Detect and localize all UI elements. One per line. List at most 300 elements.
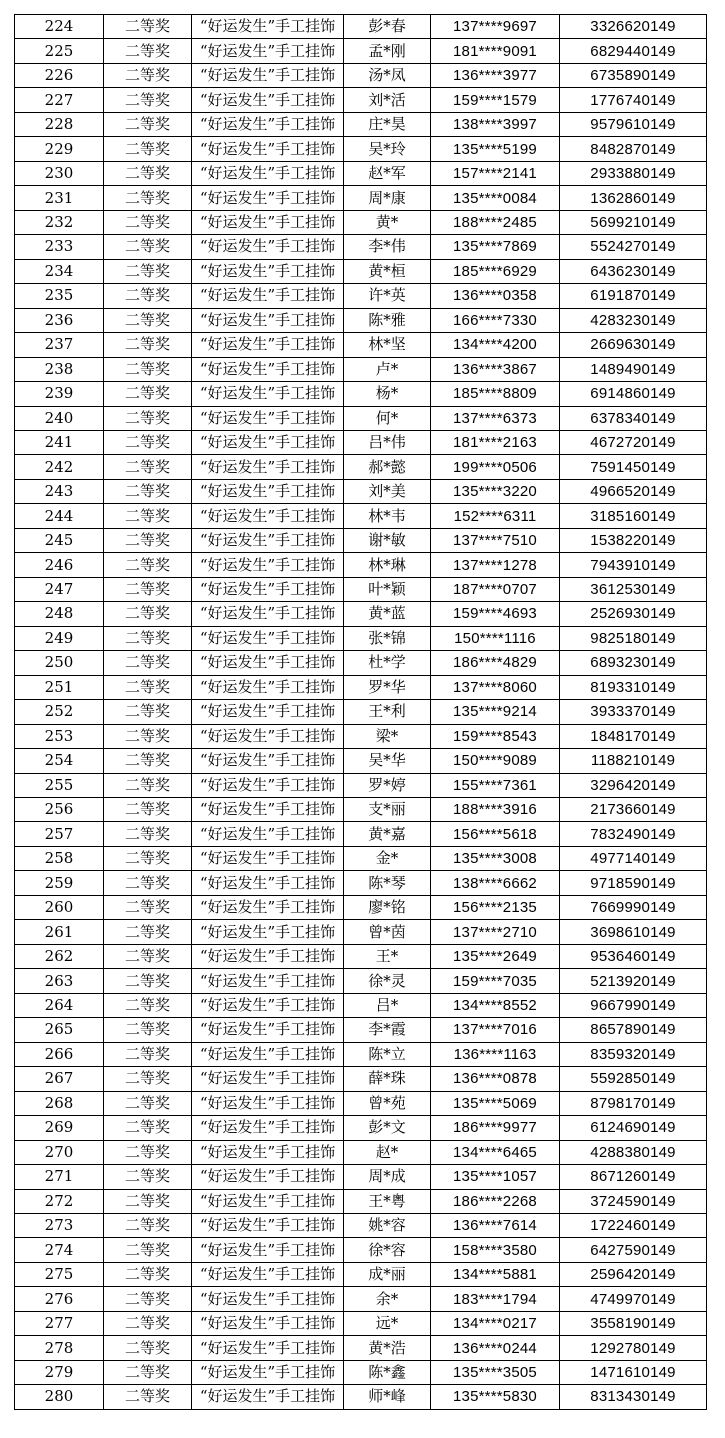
phone-number-cell: 137****7510 (431, 528, 560, 552)
phone-number-cell: 181****9091 (431, 39, 560, 63)
winner-name-cell: 李*伟 (344, 235, 431, 259)
prize-level-cell: 二等奖 (104, 895, 192, 919)
order-code-cell: 8482870149 (560, 137, 707, 161)
winner-name-cell: 林*琳 (344, 553, 431, 577)
prize-level-cell: 二等奖 (104, 1091, 192, 1115)
winner-name-cell: 罗*华 (344, 675, 431, 699)
prize-level-cell: 二等奖 (104, 1262, 192, 1286)
table-row (15, 1140, 707, 1164)
table-row (15, 235, 707, 259)
winner-name-cell: 周*康 (344, 186, 431, 210)
winner-name-cell: 徐*灵 (344, 969, 431, 993)
winner-name-cell: 陈*鑫 (344, 1360, 431, 1384)
order-code-cell: 5213920149 (560, 969, 707, 993)
winner-name-cell: 金* (344, 846, 431, 870)
prize-item-cell: “好运发生”手工挂饰 (192, 235, 344, 259)
winner-name-cell: 梁* (344, 724, 431, 748)
winner-name-cell: 支*丽 (344, 798, 431, 822)
winner-name-cell: 李*霞 (344, 1018, 431, 1042)
table-row (15, 553, 707, 577)
prize-item-cell: “好运发生”手工挂饰 (192, 700, 344, 724)
table-row (15, 626, 707, 650)
order-code-cell: 3933370149 (560, 700, 707, 724)
phone-number-cell: 199****0506 (431, 455, 560, 479)
table-row (15, 1385, 707, 1409)
order-code-cell: 1489490149 (560, 357, 707, 381)
winner-name-cell: 余* (344, 1287, 431, 1311)
row-number-cell: 263 (15, 969, 104, 993)
prize-level-cell: 二等奖 (104, 1165, 192, 1189)
row-number-cell: 240 (15, 406, 104, 430)
winner-name-cell: 彭*文 (344, 1116, 431, 1140)
winner-name-cell: 王* (344, 944, 431, 968)
winner-name-cell: 叶*颖 (344, 577, 431, 601)
winner-name-cell: 庄*昊 (344, 112, 431, 136)
table-row (15, 455, 707, 479)
winner-name-cell: 王*粤 (344, 1189, 431, 1213)
prize-level-cell: 二等奖 (104, 846, 192, 870)
phone-number-cell: 136****1163 (431, 1042, 560, 1066)
order-code-cell: 5699210149 (560, 210, 707, 234)
phone-number-cell: 166****7330 (431, 308, 560, 332)
table-row (15, 1091, 707, 1115)
phone-number-cell: 156****5618 (431, 822, 560, 846)
phone-number-cell: 156****2135 (431, 895, 560, 919)
prize-level-cell: 二等奖 (104, 186, 192, 210)
phone-number-cell: 159****7035 (431, 969, 560, 993)
prize-level-cell: 二等奖 (104, 675, 192, 699)
prize-level-cell: 二等奖 (104, 88, 192, 112)
prize-item-cell: “好运发生”手工挂饰 (192, 1116, 344, 1140)
order-code-cell: 8657890149 (560, 1018, 707, 1042)
phone-number-cell: 135****5830 (431, 1385, 560, 1409)
row-number-cell: 252 (15, 700, 104, 724)
row-number-cell: 247 (15, 577, 104, 601)
table-row (15, 63, 707, 87)
prize-item-cell: “好运发生”手工挂饰 (192, 773, 344, 797)
prize-level-cell: 二等奖 (104, 822, 192, 846)
prize-level-cell: 二等奖 (104, 993, 192, 1017)
phone-number-cell: 136****3977 (431, 63, 560, 87)
winner-name-cell: 谢*敏 (344, 528, 431, 552)
order-code-cell: 6436230149 (560, 259, 707, 283)
prize-item-cell: “好运发生”手工挂饰 (192, 626, 344, 650)
prize-item-cell: “好运发生”手工挂饰 (192, 1165, 344, 1189)
order-code-cell: 6829440149 (560, 39, 707, 63)
row-number-cell: 268 (15, 1091, 104, 1115)
prize-item-cell: “好运发生”手工挂饰 (192, 137, 344, 161)
winners-table-body (15, 15, 707, 1410)
winner-name-cell: 黄*蓝 (344, 602, 431, 626)
row-number-cell: 273 (15, 1213, 104, 1237)
row-number-cell: 259 (15, 871, 104, 895)
order-code-cell: 9579610149 (560, 112, 707, 136)
table-row (15, 1311, 707, 1335)
prize-level-cell: 二等奖 (104, 944, 192, 968)
prize-level-cell: 二等奖 (104, 700, 192, 724)
phone-number-cell: 134****0217 (431, 1311, 560, 1335)
prize-level-cell: 二等奖 (104, 920, 192, 944)
winner-name-cell: 孟*刚 (344, 39, 431, 63)
table-row (15, 651, 707, 675)
order-code-cell: 2596420149 (560, 1262, 707, 1286)
table-row (15, 333, 707, 357)
winner-name-cell: 成*丽 (344, 1262, 431, 1286)
row-number-cell: 253 (15, 724, 104, 748)
phone-number-cell: 188****3916 (431, 798, 560, 822)
prize-level-cell: 二等奖 (104, 504, 192, 528)
prize-item-cell: “好运发生”手工挂饰 (192, 1213, 344, 1237)
row-number-cell: 279 (15, 1360, 104, 1384)
phone-number-cell: 137****7016 (431, 1018, 560, 1042)
order-code-cell: 6893230149 (560, 651, 707, 675)
table-row (15, 1336, 707, 1360)
prize-level-cell: 二等奖 (104, 210, 192, 234)
phone-number-cell: 137****2710 (431, 920, 560, 944)
order-code-cell: 1471610149 (560, 1360, 707, 1384)
phone-number-cell: 138****3997 (431, 112, 560, 136)
order-code-cell: 6735890149 (560, 63, 707, 87)
row-number-cell: 233 (15, 235, 104, 259)
row-number-cell: 235 (15, 284, 104, 308)
winner-name-cell: 黄*浩 (344, 1336, 431, 1360)
prize-level-cell: 二等奖 (104, 1018, 192, 1042)
phone-number-cell: 150****1116 (431, 626, 560, 650)
order-code-cell: 1848170149 (560, 724, 707, 748)
winner-name-cell: 周*成 (344, 1165, 431, 1189)
table-row (15, 798, 707, 822)
phone-number-cell: 138****6662 (431, 871, 560, 895)
table-row (15, 871, 707, 895)
prize-item-cell: “好运发生”手工挂饰 (192, 969, 344, 993)
prize-item-cell: “好运发生”手工挂饰 (192, 528, 344, 552)
prize-item-cell: “好运发生”手工挂饰 (192, 88, 344, 112)
phone-number-cell: 137****9697 (431, 15, 560, 39)
row-number-cell: 269 (15, 1116, 104, 1140)
phone-number-cell: 187****0707 (431, 577, 560, 601)
row-number-cell: 239 (15, 382, 104, 406)
order-code-cell: 1538220149 (560, 528, 707, 552)
prize-level-cell: 二等奖 (104, 1311, 192, 1335)
phone-number-cell: 135****0084 (431, 186, 560, 210)
prize-level-cell: 二等奖 (104, 112, 192, 136)
table-row (15, 1067, 707, 1091)
prize-level-cell: 二等奖 (104, 871, 192, 895)
table-row (15, 1165, 707, 1189)
prize-level-cell: 二等奖 (104, 63, 192, 87)
row-number-cell: 272 (15, 1189, 104, 1213)
winner-name-cell: 吴*华 (344, 749, 431, 773)
table-row (15, 161, 707, 185)
table-row (15, 1262, 707, 1286)
phone-number-cell: 137****1278 (431, 553, 560, 577)
order-code-cell: 1776740149 (560, 88, 707, 112)
row-number-cell: 241 (15, 430, 104, 454)
prize-item-cell: “好运发生”手工挂饰 (192, 1385, 344, 1409)
prize-item-cell: “好运发生”手工挂饰 (192, 895, 344, 919)
phone-number-cell: 134****5881 (431, 1262, 560, 1286)
winner-name-cell: 赵* (344, 1140, 431, 1164)
order-code-cell: 1722460149 (560, 1213, 707, 1237)
prize-level-cell: 二等奖 (104, 773, 192, 797)
winner-name-cell: 吕* (344, 993, 431, 1017)
order-code-cell: 5592850149 (560, 1067, 707, 1091)
winner-name-cell: 黄* (344, 210, 431, 234)
prize-item-cell: “好运发生”手工挂饰 (192, 1311, 344, 1335)
prize-level-cell: 二等奖 (104, 15, 192, 39)
prize-item-cell: “好运发生”手工挂饰 (192, 846, 344, 870)
table-row (15, 357, 707, 381)
phone-number-cell: 134****4200 (431, 333, 560, 357)
row-number-cell: 270 (15, 1140, 104, 1164)
winner-name-cell: 吕*伟 (344, 430, 431, 454)
order-code-cell: 3698610149 (560, 920, 707, 944)
row-number-cell: 267 (15, 1067, 104, 1091)
prize-item-cell: “好运发生”手工挂饰 (192, 210, 344, 234)
phone-number-cell: 159****4693 (431, 602, 560, 626)
order-code-cell: 7669990149 (560, 895, 707, 919)
phone-number-cell: 137****8060 (431, 675, 560, 699)
prize-item-cell: “好运发生”手工挂饰 (192, 553, 344, 577)
winner-name-cell: 许*英 (344, 284, 431, 308)
table-row (15, 112, 707, 136)
table-row (15, 1213, 707, 1237)
prize-item-cell: “好运发生”手工挂饰 (192, 1360, 344, 1384)
order-code-cell: 1292780149 (560, 1336, 707, 1360)
prize-item-cell: “好运发生”手工挂饰 (192, 724, 344, 748)
phone-number-cell: 159****1579 (431, 88, 560, 112)
table-row (15, 308, 707, 332)
order-code-cell: 8359320149 (560, 1042, 707, 1066)
row-number-cell: 243 (15, 479, 104, 503)
prize-level-cell: 二等奖 (104, 479, 192, 503)
prize-item-cell: “好运发生”手工挂饰 (192, 1091, 344, 1115)
prize-level-cell: 二等奖 (104, 626, 192, 650)
order-code-cell: 9667990149 (560, 993, 707, 1017)
prize-item-cell: “好运发生”手工挂饰 (192, 749, 344, 773)
row-number-cell: 257 (15, 822, 104, 846)
prize-item-cell: “好运发生”手工挂饰 (192, 1018, 344, 1042)
winner-name-cell: 林*坚 (344, 333, 431, 357)
winner-name-cell: 廖*铭 (344, 895, 431, 919)
row-number-cell: 277 (15, 1311, 104, 1335)
order-code-cell: 4749970149 (560, 1287, 707, 1311)
row-number-cell: 256 (15, 798, 104, 822)
phone-number-cell: 135****5199 (431, 137, 560, 161)
winner-name-cell: 陈*琴 (344, 871, 431, 895)
order-code-cell: 2526930149 (560, 602, 707, 626)
prize-level-cell: 二等奖 (104, 651, 192, 675)
prize-level-cell: 二等奖 (104, 406, 192, 430)
prize-item-cell: “好运发生”手工挂饰 (192, 39, 344, 63)
table-row (15, 430, 707, 454)
winner-name-cell: 徐*容 (344, 1238, 431, 1262)
table-row (15, 137, 707, 161)
prize-item-cell: “好运发生”手工挂饰 (192, 1287, 344, 1311)
prize-level-cell: 二等奖 (104, 1116, 192, 1140)
winner-name-cell: 卢* (344, 357, 431, 381)
table-row (15, 284, 707, 308)
winner-name-cell: 陈*雅 (344, 308, 431, 332)
prize-level-cell: 二等奖 (104, 235, 192, 259)
row-number-cell: 271 (15, 1165, 104, 1189)
order-code-cell: 1188210149 (560, 749, 707, 773)
prize-item-cell: “好运发生”手工挂饰 (192, 1189, 344, 1213)
row-number-cell: 260 (15, 895, 104, 919)
table-row (15, 259, 707, 283)
prize-level-cell: 二等奖 (104, 1140, 192, 1164)
row-number-cell: 232 (15, 210, 104, 234)
order-code-cell: 9825180149 (560, 626, 707, 650)
order-code-cell: 8671260149 (560, 1165, 707, 1189)
row-number-cell: 264 (15, 993, 104, 1017)
order-code-cell: 2933880149 (560, 161, 707, 185)
row-number-cell: 238 (15, 357, 104, 381)
winner-name-cell: 杨* (344, 382, 431, 406)
row-number-cell: 254 (15, 749, 104, 773)
prize-item-cell: “好运发生”手工挂饰 (192, 504, 344, 528)
phone-number-cell: 136****0358 (431, 284, 560, 308)
prize-level-cell: 二等奖 (104, 1213, 192, 1237)
prize-item-cell: “好运发生”手工挂饰 (192, 455, 344, 479)
phone-number-cell: 186****9977 (431, 1116, 560, 1140)
phone-number-cell: 159****8543 (431, 724, 560, 748)
prize-item-cell: “好运发生”手工挂饰 (192, 675, 344, 699)
prize-level-cell: 二等奖 (104, 382, 192, 406)
prize-item-cell: “好运发生”手工挂饰 (192, 651, 344, 675)
prize-item-cell: “好运发生”手工挂饰 (192, 1140, 344, 1164)
table-row (15, 528, 707, 552)
winner-name-cell: 师*峰 (344, 1385, 431, 1409)
prize-level-cell: 二等奖 (104, 1360, 192, 1384)
prize-level-cell: 二等奖 (104, 308, 192, 332)
prize-item-cell: “好运发生”手工挂饰 (192, 1238, 344, 1262)
row-number-cell: 225 (15, 39, 104, 63)
prize-item-cell: “好运发生”手工挂饰 (192, 382, 344, 406)
table-row (15, 969, 707, 993)
phone-number-cell: 186****2268 (431, 1189, 560, 1213)
phone-number-cell: 135****5069 (431, 1091, 560, 1115)
phone-number-cell: 136****7614 (431, 1213, 560, 1237)
winner-name-cell: 赵*军 (344, 161, 431, 185)
prize-level-cell: 二等奖 (104, 357, 192, 381)
phone-number-cell: 181****2163 (431, 430, 560, 454)
prize-level-cell: 二等奖 (104, 1189, 192, 1213)
prize-item-cell: “好运发生”手工挂饰 (192, 1042, 344, 1066)
winner-name-cell: 曾*茵 (344, 920, 431, 944)
row-number-cell: 244 (15, 504, 104, 528)
order-code-cell: 1362860149 (560, 186, 707, 210)
table-row (15, 504, 707, 528)
row-number-cell: 228 (15, 112, 104, 136)
order-code-cell: 8798170149 (560, 1091, 707, 1115)
row-number-cell: 231 (15, 186, 104, 210)
row-number-cell: 226 (15, 63, 104, 87)
prize-item-cell: “好运发生”手工挂饰 (192, 479, 344, 503)
prize-level-cell: 二等奖 (104, 1042, 192, 1066)
winner-name-cell: 林*韦 (344, 504, 431, 528)
prize-item-cell: “好运发生”手工挂饰 (192, 822, 344, 846)
prize-level-cell: 二等奖 (104, 1238, 192, 1262)
prize-level-cell: 二等奖 (104, 259, 192, 283)
prize-item-cell: “好运发生”手工挂饰 (192, 798, 344, 822)
table-row (15, 773, 707, 797)
table-row (15, 1018, 707, 1042)
prize-level-cell: 二等奖 (104, 577, 192, 601)
row-number-cell: 246 (15, 553, 104, 577)
table-row (15, 944, 707, 968)
prize-level-cell: 二等奖 (104, 455, 192, 479)
prize-level-cell: 二等奖 (104, 724, 192, 748)
table-row (15, 39, 707, 63)
row-number-cell: 245 (15, 528, 104, 552)
order-code-cell: 6378340149 (560, 406, 707, 430)
phone-number-cell: 134****8552 (431, 993, 560, 1017)
prize-level-cell: 二等奖 (104, 430, 192, 454)
prize-level-cell: 二等奖 (104, 798, 192, 822)
table-row (15, 210, 707, 234)
phone-number-cell: 135****3220 (431, 479, 560, 503)
order-code-cell: 7591450149 (560, 455, 707, 479)
phone-number-cell: 135****3008 (431, 846, 560, 870)
prize-level-cell: 二等奖 (104, 161, 192, 185)
row-number-cell: 258 (15, 846, 104, 870)
prize-item-cell: “好运发生”手工挂饰 (192, 944, 344, 968)
table-row (15, 406, 707, 430)
prize-level-cell: 二等奖 (104, 333, 192, 357)
order-code-cell: 4966520149 (560, 479, 707, 503)
table-row (15, 15, 707, 39)
table-row (15, 382, 707, 406)
winner-name-cell: 王*利 (344, 700, 431, 724)
row-number-cell: 234 (15, 259, 104, 283)
order-code-cell: 6427590149 (560, 1238, 707, 1262)
order-code-cell: 6191870149 (560, 284, 707, 308)
prize-level-cell: 二等奖 (104, 1385, 192, 1409)
winner-name-cell: 吴*玲 (344, 137, 431, 161)
winner-name-cell: 汤*凤 (344, 63, 431, 87)
prize-item-cell: “好运发生”手工挂饰 (192, 15, 344, 39)
phone-number-cell: 150****9089 (431, 749, 560, 773)
prize-item-cell: “好运发生”手工挂饰 (192, 1262, 344, 1286)
prize-level-cell: 二等奖 (104, 969, 192, 993)
table-row (15, 577, 707, 601)
winner-name-cell: 远* (344, 1311, 431, 1335)
winner-name-cell: 刘*美 (344, 479, 431, 503)
order-code-cell: 9718590149 (560, 871, 707, 895)
table-row (15, 479, 707, 503)
order-code-cell: 3296420149 (560, 773, 707, 797)
row-number-cell: 261 (15, 920, 104, 944)
row-number-cell: 237 (15, 333, 104, 357)
prize-item-cell: “好运发生”手工挂饰 (192, 333, 344, 357)
order-code-cell: 4283230149 (560, 308, 707, 332)
table-row (15, 1189, 707, 1213)
prize-item-cell: “好运发生”手工挂饰 (192, 920, 344, 944)
row-number-cell: 278 (15, 1336, 104, 1360)
row-number-cell: 265 (15, 1018, 104, 1042)
row-number-cell: 248 (15, 602, 104, 626)
prize-level-cell: 二等奖 (104, 1067, 192, 1091)
winner-name-cell: 姚*容 (344, 1213, 431, 1237)
phone-number-cell: 135****2649 (431, 944, 560, 968)
order-code-cell: 3326620149 (560, 15, 707, 39)
prize-level-cell: 二等奖 (104, 137, 192, 161)
order-code-cell: 2173660149 (560, 798, 707, 822)
table-row (15, 88, 707, 112)
row-number-cell: 229 (15, 137, 104, 161)
prize-item-cell: “好运发生”手工挂饰 (192, 577, 344, 601)
